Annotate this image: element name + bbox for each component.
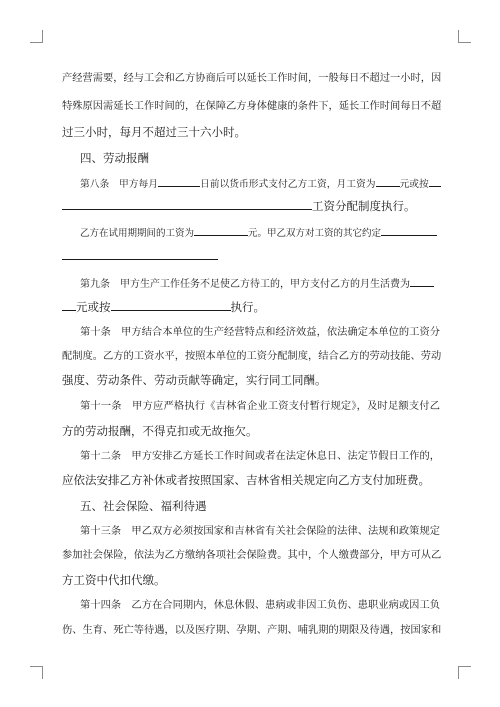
fill-blank[interactable] xyxy=(381,224,437,236)
text-line: 第十三条 甲乙双方必须按国家和吉林省有关社会保险的法律、法规和政策规定 xyxy=(80,525,440,537)
text-line: 第十四条 乙方在合同期内，休息休假、患病或非因工负伤、患职业病或因工负 xyxy=(80,599,440,611)
text-line: 方工资中代扣代缴。 xyxy=(62,573,166,587)
text-line: 应依法安排乙方补休或者按照国家、吉林省相关规定向乙方支付加班费。 xyxy=(62,473,430,487)
text-segment: 工资分配制度执行。 xyxy=(312,199,416,213)
article-8-line-2 xyxy=(62,198,440,214)
crop-mark-bottom-left xyxy=(30,666,43,679)
text-line: 参加社会保险，依法为乙方缴纳各项社会保险费。其中，个人缴费部分，甲方可从乙 xyxy=(62,549,442,561)
section-heading: 四、劳动报酬 xyxy=(80,151,149,165)
text-line: 强度、劳动条件、劳动贡献等确定，实行同工同酬。 xyxy=(62,373,327,387)
fill-blank[interactable] xyxy=(62,248,218,260)
article-9-line-1 xyxy=(62,275,440,293)
text-segment: 元或按 xyxy=(76,300,111,314)
fill-blank[interactable] xyxy=(429,175,441,187)
article-9-line-2 xyxy=(62,299,440,315)
text-segment: 元或按 xyxy=(399,179,429,190)
fill-blank[interactable] xyxy=(194,224,248,236)
text-segment: 日前以货币形式支付乙方工资，月工资为 xyxy=(200,179,376,190)
text-line: 第十一条 甲方应严格执行《吉林省企业工资支付暂行规定》，及时足额支付乙 xyxy=(80,400,440,412)
trial-period-line-2 xyxy=(62,248,440,264)
fill-blank[interactable] xyxy=(111,299,231,311)
text-line: 伤、生育、死亡等待遇，以及医疗期、孕期、产期、哺乳期的期限及待遇，按国家和 xyxy=(62,624,442,636)
text-segment: 执行。 xyxy=(230,300,265,314)
text-segment: 乙方在试用期期间的工资为 xyxy=(80,228,195,239)
fill-blank[interactable] xyxy=(62,299,76,311)
crop-mark-bottom-right xyxy=(458,666,471,679)
text-segment: 元。甲乙双方对工资的其它约定 xyxy=(248,228,382,239)
crop-mark-top-right xyxy=(458,30,471,43)
trial-period-line xyxy=(62,224,440,242)
text-line: 产经营需要，经与工会和乙方协商后可以延长工作时间，一般每日不超过一小时，因 xyxy=(62,72,442,84)
article-8-line-1 xyxy=(62,175,440,193)
section-heading: 五、社会保险、福利待遇 xyxy=(80,499,207,513)
text-line: 第十条 甲方结合本单位的生产经营特点和经济效益，依法确定本单位的工资分 xyxy=(80,326,440,338)
text-line: 过三小时，每月不超过三十六小时。 xyxy=(62,125,246,139)
text-segment: 第九条 甲方生产工作任务不足使乙方待工的，甲方支付乙方的月生活费为 xyxy=(80,279,410,290)
fill-blank[interactable] xyxy=(62,198,312,210)
fill-blank[interactable] xyxy=(410,275,434,287)
text-segment: 第八条 甲方每月 xyxy=(80,179,158,190)
text-line: 特殊原因需延长工作时间的，在保障乙方身体健康的条件下，延长工作时间每日不超 xyxy=(62,100,442,112)
crop-mark-top-left xyxy=(30,30,43,43)
fill-blank[interactable] xyxy=(158,175,200,187)
text-line: 配制度。乙方的工资水平，按照本单位的工资分配制度，结合乙方的劳动技能、劳动 xyxy=(62,350,442,362)
fill-blank[interactable] xyxy=(376,175,400,187)
text-line: 第十二条 甲方安排乙方延长工作时间或者在法定休息日、法定节假日工作的， xyxy=(80,450,440,462)
text-line: 方的劳动报酬，不得克扣或无故拖欠。 xyxy=(62,424,258,438)
